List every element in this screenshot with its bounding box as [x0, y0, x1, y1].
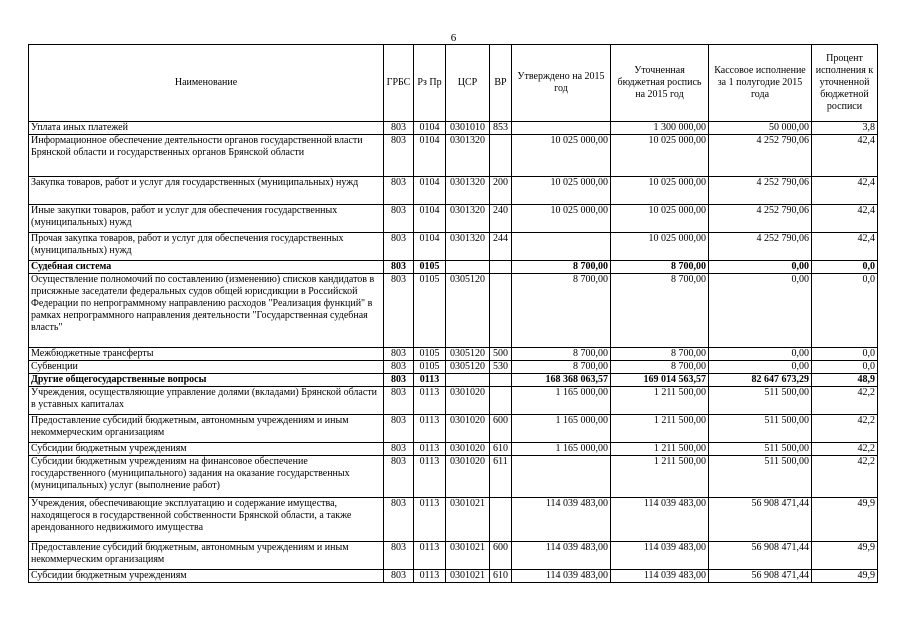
cell-rzpr: 0104 [414, 135, 446, 177]
cell-rzpr: 0113 [414, 387, 446, 415]
cell-refined: 169 014 563,57 [611, 374, 709, 387]
cell-percent: 0,0 [812, 348, 878, 361]
cell-grbs: 803 [384, 205, 414, 233]
cell-rzpr: 0104 [414, 205, 446, 233]
cell-refined: 10 025 000,00 [611, 177, 709, 205]
cell-approved: 114 039 483,00 [512, 570, 611, 583]
cell-refined: 8 700,00 [611, 348, 709, 361]
table-row [29, 456, 878, 498]
cell-percent: 49,9 [812, 570, 878, 583]
cell-refined: 1 300 000,00 [611, 122, 709, 135]
cell-percent: 48,9 [812, 374, 878, 387]
cell-name: Осуществление полномочий по составлению (изменению) списков кандидатов в присяжные заседатели федеральных судов общей юрисдикции в Российской Федерации по непрограммному направлению расходов "Реализация функций" в рамках непрограммного направления деятельности "Государственная судебная власть" [29, 274, 384, 348]
cell-rzpr: 0105 [414, 274, 446, 348]
cell-percent: 42,2 [812, 443, 878, 456]
cell-grbs: 803 [384, 233, 414, 261]
cell-refined: 10 025 000,00 [611, 233, 709, 261]
cell-grbs: 803 [384, 177, 414, 205]
cell-rzpr: 0105 [414, 348, 446, 361]
cell-vr: 500 [490, 348, 512, 361]
cell-vr [490, 274, 512, 348]
table-row [29, 361, 878, 374]
cell-percent: 49,9 [812, 498, 878, 542]
cell-csr: 0305120 [446, 274, 490, 348]
cell-csr: 0301020 [446, 415, 490, 443]
table-row [29, 205, 878, 233]
cell-cash: 56 908 471,44 [709, 498, 812, 542]
cell-refined: 8 700,00 [611, 274, 709, 348]
cell-approved: 114 039 483,00 [512, 498, 611, 542]
budget-table [28, 44, 878, 583]
cell-csr: 0301020 [446, 456, 490, 498]
cell-percent: 42,2 [812, 387, 878, 415]
cell-grbs: 803 [384, 456, 414, 498]
cell-approved: 10 025 000,00 [512, 177, 611, 205]
cell-name: Информационное обеспечение деятельности органов государственной власти Брянской области и государственных органов Брянской области [29, 135, 384, 177]
table-row [29, 233, 878, 261]
cell-grbs: 803 [384, 122, 414, 135]
cell-csr: 0301320 [446, 135, 490, 177]
cell-grbs: 803 [384, 387, 414, 415]
table-row [29, 498, 878, 542]
cell-name: Прочая закупка товаров, работ и услуг для обеспечения государственных (муниципальных) нужд [29, 233, 384, 261]
cell-csr: 0301020 [446, 443, 490, 456]
cell-refined: 114 039 483,00 [611, 542, 709, 570]
cell-grbs: 803 [384, 542, 414, 570]
cell-cash: 4 252 790,06 [709, 135, 812, 177]
cell-rzpr: 0104 [414, 233, 446, 261]
cell-vr: 600 [490, 542, 512, 570]
cell-approved: 10 025 000,00 [512, 205, 611, 233]
cell-csr: 0301320 [446, 177, 490, 205]
cell-cash: 0,00 [709, 274, 812, 348]
cell-name: Предоставление субсидий бюджетным, автономным учреждениям и иным некоммерческим организациям [29, 415, 384, 443]
table-row [29, 570, 878, 583]
cell-vr: 244 [490, 233, 512, 261]
cell-csr: 0301320 [446, 205, 490, 233]
cell-approved: 168 368 063,57 [512, 374, 611, 387]
cell-cash: 0,00 [709, 361, 812, 374]
cell-vr: 610 [490, 443, 512, 456]
cell-grbs: 803 [384, 415, 414, 443]
cell-refined: 10 025 000,00 [611, 205, 709, 233]
cell-csr: 0301320 [446, 233, 490, 261]
cell-refined: 1 211 500,00 [611, 415, 709, 443]
cell-vr [490, 135, 512, 177]
cell-percent: 42,4 [812, 177, 878, 205]
cell-vr [490, 498, 512, 542]
page-number: 6 [450, 32, 457, 44]
cell-percent: 42,4 [812, 233, 878, 261]
cell-rzpr: 0113 [414, 443, 446, 456]
cell-csr: 0301021 [446, 542, 490, 570]
cell-cash: 511 500,00 [709, 443, 812, 456]
cell-cash: 0,00 [709, 261, 812, 274]
table-row [29, 387, 878, 415]
cell-grbs: 803 [384, 135, 414, 177]
cell-name: Субсидии бюджетным учреждениям на финансовое обеспечение государственного (муниципального) задания на оказание государственных (муниципальных) услуг (выполнение работ) [29, 456, 384, 498]
table-row [29, 348, 878, 361]
cell-cash: 50 000,00 [709, 122, 812, 135]
cell-cash: 56 908 471,44 [709, 542, 812, 570]
cell-cash: 511 500,00 [709, 387, 812, 415]
cell-rzpr: 0113 [414, 542, 446, 570]
cell-name: Иные закупки товаров, работ и услуг для обеспечения государственных (муниципальных) нужд [29, 205, 384, 233]
cell-percent: 0,0 [812, 261, 878, 274]
cell-approved: 8 700,00 [512, 361, 611, 374]
cell-csr: 0301021 [446, 570, 490, 583]
cell-grbs: 803 [384, 361, 414, 374]
header-name: Наименование [29, 45, 384, 122]
table-row [29, 135, 878, 177]
table-row [29, 122, 878, 135]
header-csr: ЦСР [446, 45, 490, 122]
cell-percent: 49,9 [812, 542, 878, 570]
cell-percent: 42,2 [812, 456, 878, 498]
cell-vr: 610 [490, 570, 512, 583]
cell-rzpr: 0104 [414, 177, 446, 205]
table-row [29, 415, 878, 443]
cell-name: Предоставление субсидий бюджетным, автономным учреждениям и иным некоммерческим организациям [29, 542, 384, 570]
cell-approved: 114 039 483,00 [512, 542, 611, 570]
cell-refined: 8 700,00 [611, 261, 709, 274]
cell-cash: 56 908 471,44 [709, 570, 812, 583]
cell-approved: 8 700,00 [512, 348, 611, 361]
cell-grbs: 803 [384, 348, 414, 361]
cell-csr: 0301010 [446, 122, 490, 135]
cell-grbs: 803 [384, 570, 414, 583]
cell-name: Субвенции [29, 361, 384, 374]
cell-vr: 853 [490, 122, 512, 135]
header-approved: Утверждено на 2015 год [512, 45, 611, 122]
cell-rzpr: 0105 [414, 261, 446, 274]
cell-rzpr: 0113 [414, 374, 446, 387]
cell-rzpr: 0113 [414, 570, 446, 583]
cell-percent: 0,0 [812, 274, 878, 348]
table-row [29, 274, 878, 348]
cell-name: Другие общегосударственные вопросы [29, 374, 384, 387]
cell-rzpr: 0113 [414, 456, 446, 498]
cell-cash: 4 252 790,06 [709, 177, 812, 205]
header-rzpr: Рз Пр [414, 45, 446, 122]
cell-approved: 1 165 000,00 [512, 415, 611, 443]
cell-approved [512, 456, 611, 498]
table-row [29, 443, 878, 456]
cell-refined: 10 025 000,00 [611, 135, 709, 177]
cell-vr: 530 [490, 361, 512, 374]
cell-vr [490, 374, 512, 387]
cell-grbs: 803 [384, 261, 414, 274]
cell-refined: 1 211 500,00 [611, 456, 709, 498]
header-refined: Уточненная бюджетная роспись на 2015 год [611, 45, 709, 122]
cell-approved: 1 165 000,00 [512, 387, 611, 415]
cell-grbs: 803 [384, 374, 414, 387]
cell-name: Судебная система [29, 261, 384, 274]
cell-name: Межбюджетные трансферты [29, 348, 384, 361]
cell-csr [446, 261, 490, 274]
cell-refined: 1 211 500,00 [611, 443, 709, 456]
cell-rzpr: 0105 [414, 361, 446, 374]
cell-name: Учреждения, обеспечивающие эксплуатацию и содержание имущества, находящегося в государственной собственности Брянской области, а также арендованного недвижимого имущества [29, 498, 384, 542]
cell-vr: 611 [490, 456, 512, 498]
cell-name: Закупка товаров, работ и услуг для государственных (муниципальных) нужд [29, 177, 384, 205]
cell-vr: 600 [490, 415, 512, 443]
cell-cash: 511 500,00 [709, 456, 812, 498]
cell-refined: 114 039 483,00 [611, 570, 709, 583]
cell-cash: 4 252 790,06 [709, 233, 812, 261]
cell-percent: 42,4 [812, 135, 878, 177]
cell-vr: 200 [490, 177, 512, 205]
cell-approved: 1 165 000,00 [512, 443, 611, 456]
cell-approved: 8 700,00 [512, 274, 611, 348]
cell-name: Субсидии бюджетным учреждениям [29, 570, 384, 583]
cell-name: Субсидии бюджетным учреждениям [29, 443, 384, 456]
header-percent: Процент исполнения к уточненной бюджетной росписи [812, 45, 878, 122]
cell-cash: 4 252 790,06 [709, 205, 812, 233]
cell-csr: 0301021 [446, 498, 490, 542]
cell-vr [490, 261, 512, 274]
cell-csr: 0305120 [446, 361, 490, 374]
cell-percent: 0,0 [812, 361, 878, 374]
table-body [29, 122, 878, 583]
cell-refined: 114 039 483,00 [611, 498, 709, 542]
cell-csr [446, 374, 490, 387]
table-header-row [29, 45, 878, 122]
cell-approved [512, 233, 611, 261]
header-vr: ВР [490, 45, 512, 122]
cell-name: Учреждения, осуществляющие управление долями (вкладами) Брянской области в уставных капиталах [29, 387, 384, 415]
table-row [29, 374, 878, 387]
cell-percent: 3,8 [812, 122, 878, 135]
cell-approved: 10 025 000,00 [512, 135, 611, 177]
cell-cash: 0,00 [709, 348, 812, 361]
cell-vr [490, 387, 512, 415]
cell-csr: 0305120 [446, 348, 490, 361]
cell-percent: 42,2 [812, 415, 878, 443]
header-grbs: ГРБС [384, 45, 414, 122]
cell-cash: 511 500,00 [709, 415, 812, 443]
table-row [29, 542, 878, 570]
cell-rzpr: 0104 [414, 122, 446, 135]
cell-approved: 8 700,00 [512, 261, 611, 274]
header-cash: Кассовое исполнение за 1 полугодие 2015 года [709, 45, 812, 122]
table-row [29, 177, 878, 205]
table-row [29, 261, 878, 274]
cell-grbs: 803 [384, 274, 414, 348]
cell-grbs: 803 [384, 498, 414, 542]
cell-csr: 0301020 [446, 387, 490, 415]
cell-vr: 240 [490, 205, 512, 233]
cell-refined: 1 211 500,00 [611, 387, 709, 415]
cell-percent: 42,4 [812, 205, 878, 233]
cell-rzpr: 0113 [414, 498, 446, 542]
cell-rzpr: 0113 [414, 415, 446, 443]
cell-cash: 82 647 673,29 [709, 374, 812, 387]
cell-refined: 8 700,00 [611, 361, 709, 374]
cell-name: Уплата иных платежей [29, 122, 384, 135]
cell-grbs: 803 [384, 443, 414, 456]
cell-approved [512, 122, 611, 135]
